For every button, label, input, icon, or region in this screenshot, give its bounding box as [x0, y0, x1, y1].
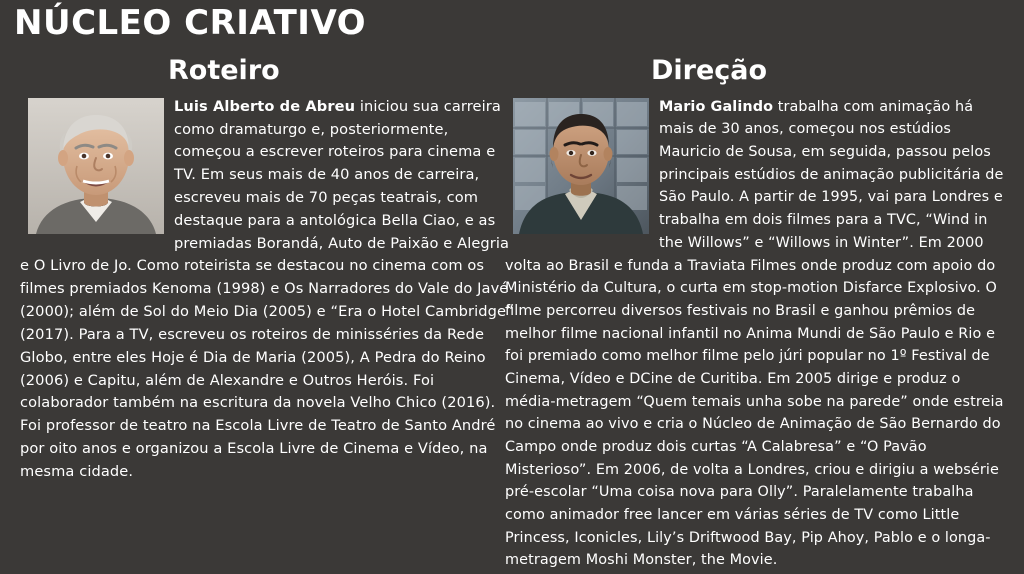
page-title: NÚCLEO CRIATIVO	[14, 3, 367, 43]
direcao-body-wrap	[505, 96, 1010, 572]
section-title-direcao: Direção	[651, 55, 768, 86]
column-direcao	[505, 56, 1010, 572]
portrait-luis-alberto-de-abreu	[28, 98, 164, 234]
column-roteiro	[20, 56, 518, 484]
direcao-person-name: Mario Galindo	[659, 98, 774, 115]
portrait-mario-galindo	[513, 98, 649, 234]
roteiro-person-name: Luis Alberto de Abreu	[174, 97, 356, 115]
roteiro-body-wrap	[20, 96, 518, 484]
direcao-bio-body: trabalha com animação há mais de 30 anos, começou nos estúdios Mauricio de Sousa, em seguida, passou pelos principais estúdios de animação publicitária de São Paulo. A partir de 1995, vai para Londres e trabalha em dois filmes para a TVC, “Wind in the Willows” e “Willows in Winter”. Em 2000 volta ao Brasil e funda a Traviata Filmes onde produz com apoio do Ministério da Cultura, o curta em stop-motion Disfarce Explosivo. O filme percorreu diversos festivais no Brasil e ganhou prêmios de melhor filme nacional infantil no Anima Mundi de São Paulo e Rio e foi premiado como melhor filme pelo júri popular no 1º Festival de Cinema, Vídeo e DCine de Curitiba. Em 2005 dirige e produz o média-metragem “Quem temais unha sobe na parede” onde estreia no cinema ao vivo e cria o Núcleo de Animação de São Bernardo do Campo onde produz dois curtas “A Calabresa” e “O Pavão Misterioso”. Em 2006, de volta a Londres, criou e dirigiu a websérie pré-escolar “Uma coisa nova para Olly”. Paralelamente trabalha como animador free lancer em várias séries de TV como Little Princess, Iconicles, Lily’s Driftwood Bay, Pip Ahoy, Pablo e o longa-metragem Moshi Monster, the Movie.	[505, 98, 1004, 569]
roteiro-bio-body: iniciou sua carreira como dramaturgo e, posteriormente, começou a escrever roteiros para cinema e TV. Em seus mais de 40 anos de carreira, escreveu mais de 70 peças teatrais, com destaque para a antológica Bella Ciao, e as premiadas Borandá, Auto de Paixão e Alegria e O Livro de Jo. Como roteirista se destacou no cinema com os filmes premiados Kenoma (1998) e Os Narradores do Vale do Javé (2000); além de Sol do Meio Dia (2005) e “Era o Hotel Cambridge” (2017). Para a TV, escreveu os roteiros de minisséries da Rede Globo, entre eles Hoje é Dia de Maria (2005), A Pedra do Reino (2006) e Capitu, além de Alexandre e Outros Heróis. Foi colaborador também na escritura da novela Velho Chico (2016). Foi professor de teatro na Escola Livre de Teatro de Santo André por oito anos e organizou a Escola Livre de Cinema e Vídeo, na mesma cidade.	[20, 97, 514, 480]
section-title-roteiro: Roteiro	[168, 55, 280, 86]
